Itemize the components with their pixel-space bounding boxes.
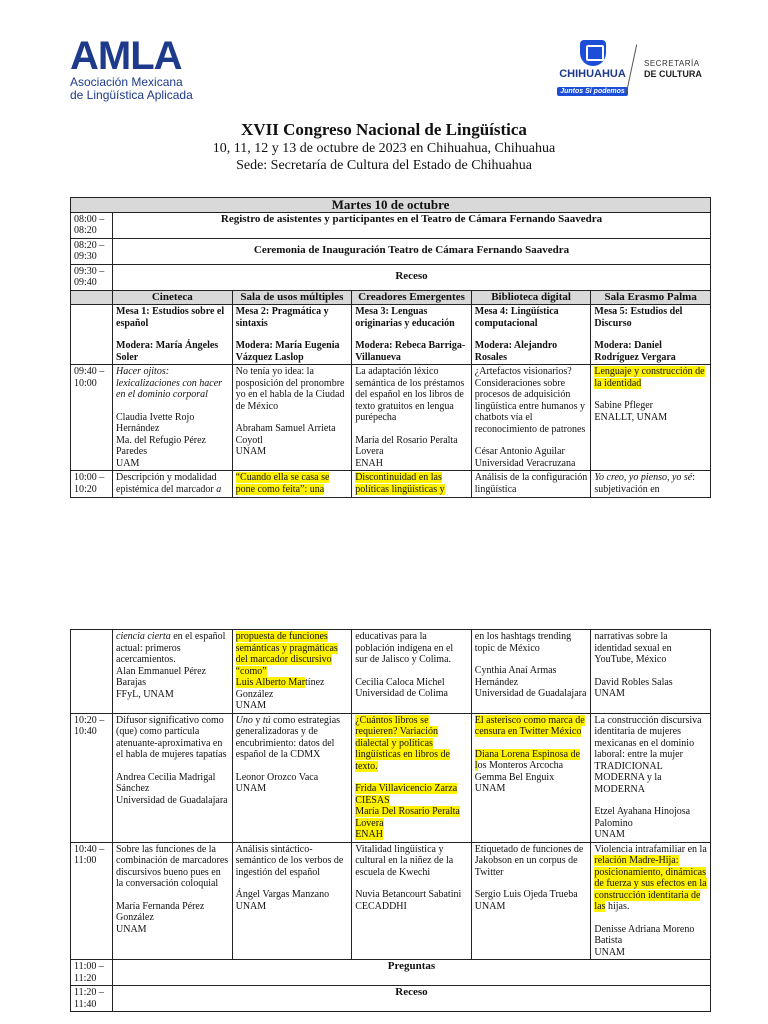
- mesa-moderator: Modera: Alejandro Rosales: [474, 340, 558, 363]
- mesa-cell: [471, 305, 591, 365]
- talk-cell: [232, 713, 352, 842]
- talk-title: Uno y tú como estrategias generalizadoras y de encubrimiento: datos del español de la CDMX: [235, 714, 341, 760]
- talk-cell: [232, 365, 352, 471]
- talk-institution: CIESAS: [355, 794, 390, 806]
- schedule-table-top: [70, 197, 711, 498]
- talk-institution: ENAH: [355, 457, 383, 469]
- talk-cell: Descripción y modalidad epistémica del marcador a: [113, 471, 233, 498]
- day-header-row: [71, 198, 711, 213]
- time-cell: 10:00 – 10:20: [71, 471, 113, 498]
- talk-author: María Del Rosario Peralta Lovera: [355, 806, 460, 829]
- talk-title: Lenguaje y construcción de la identidad: [594, 366, 705, 389]
- talk-cell: [591, 713, 711, 842]
- talk-title: narrativas sobre la identidad sexual en YouTube, México: [594, 631, 672, 665]
- talk-author: María Fernanda Pérez González: [116, 900, 205, 923]
- rooms-header-row: [71, 290, 711, 305]
- talk-author: Frida Villavicencio Zarza: [355, 783, 458, 794]
- mesa-name: Mesa 5: Estudios del Discurso: [594, 306, 683, 329]
- talk-author: Sergio Luis Ojeda Trueba: [474, 889, 578, 900]
- mesa-cell: [113, 305, 233, 365]
- table-row: [71, 471, 711, 498]
- table-row: [71, 365, 711, 471]
- talk-author: Diana Lorena Espinosa de los Monteros Arcocha: [474, 748, 581, 771]
- talk-cell: [591, 365, 711, 471]
- talk-title: La adaptación léxico semántica de los préstamos del español en los libros de texto gratuitos en lengua purépecha: [355, 366, 465, 423]
- talk-title: educativas para la población indígena en el sur de Jalisco y Colima.: [355, 631, 454, 665]
- talk-institution: ENALLT, UNAM: [594, 411, 668, 423]
- time-cell: 08:00 – 08:20: [71, 212, 113, 238]
- talk-cell: [352, 842, 472, 960]
- talk-author: Denisse Adriana Moreno Batista: [594, 923, 695, 946]
- talk-author: David Robles Salas: [594, 676, 673, 688]
- talk-author: Abraham Samuel Arrieta Coyotl: [235, 423, 336, 446]
- talk-title: Hacer ojitos: lexicalizaciones con hacer en el dominio corporal: [116, 366, 223, 400]
- talk-author: Andrea Cecilia Madrigal Sánchez: [116, 771, 216, 794]
- time-cell: 09:30 – 09:40: [71, 264, 113, 290]
- time-cell: 08:20 – 09:30: [71, 238, 113, 264]
- chihuahua-logo-word: CHIHUAHUA: [559, 68, 626, 80]
- talk-author: Nuvia Betancourt Sabatini: [355, 889, 462, 900]
- talk-author: César Antonio Aguilar: [474, 446, 565, 457]
- amla-logo-subtitle-2: de Lingüística Aplicada: [70, 88, 193, 102]
- talk-author: Luis Alberto Martínez González: [235, 677, 325, 700]
- talk-title: Difusor significativo como (que) como partícula atenuante-aproximativa en el habla de mujeres tapatías: [116, 714, 227, 760]
- talk-cell: [471, 842, 591, 960]
- talk-cell: “Cuando ella se casa se pone como feita”: una: [232, 471, 352, 498]
- time-cell: [71, 630, 113, 714]
- mesa-moderator: Modera: Rebeca Barriga-Villanueva: [355, 340, 466, 363]
- talk-cell: [352, 365, 472, 471]
- time-cell: 09:40 – 10:00: [71, 365, 113, 471]
- talk-cell: [352, 713, 472, 842]
- table-row: [71, 986, 711, 1012]
- event-cell: Ceremonia de Inauguración Teatro de Cámara Fernando Saavedra: [113, 238, 711, 264]
- talk-cell: Yo creo, yo pienso, yo sé: subjetivación en: [591, 471, 711, 498]
- talk-title: ciencia cierta en el español actual: primeros acercamientos.: [116, 631, 226, 665]
- mesa-moderator: Modera: María Ángeles Soler: [116, 340, 219, 363]
- mesa-cell: [591, 305, 711, 365]
- event-cell: Receso: [113, 264, 711, 290]
- talk-author: Alan Emmanuel Pérez Barajas: [116, 665, 206, 688]
- table-row: [71, 264, 711, 290]
- talk-cell: [232, 630, 352, 714]
- room-header: Sala de usos múltiples: [232, 290, 352, 305]
- mesa-cell: [232, 305, 352, 365]
- talk-title: Sobre las funciones de la combinación de marcadores discursivos bueno pues en la conversación coloquial: [116, 843, 229, 889]
- mesa-name: Mesa 3: Lenguas originarias y educación: [355, 306, 455, 329]
- room-header: Cineteca: [113, 290, 233, 305]
- table-row: [71, 238, 711, 264]
- talk-author: Etzel Ayahana Hinojosa Palomino: [594, 806, 691, 829]
- event-cell: Preguntas: [113, 960, 711, 986]
- talk-title: Etiquetado de funciones de Jakobson en un corpus de Twitter: [474, 843, 584, 878]
- talk-title: El asterisco como marca de censura en Twitter México: [474, 714, 585, 737]
- talk-title: Violencia intrafamiliar en la relación Madre-Hija: posicionamiento, dinámicas de fuerza y sus efectos en la construcción identitaria de las hijas.: [594, 843, 707, 912]
- talk-cell: [591, 630, 711, 714]
- talk-author: Ángel Vargas Manzano: [235, 889, 330, 900]
- table-row: [71, 212, 711, 238]
- room-header: Creadores Emergentes: [352, 290, 472, 305]
- talk-cell: [113, 713, 233, 842]
- mesa-name: Mesa 4: Lingüística computacional: [474, 306, 559, 329]
- talk-institution: UNAM: [474, 783, 506, 794]
- schedule-table-bottom: [70, 629, 711, 1012]
- talk-institution: Universidad Veracruzana: [474, 457, 576, 469]
- talk-institution: Universidad de Colima: [355, 688, 448, 699]
- secretaria-label: SECRETARÍA: [644, 59, 700, 68]
- time-cell: [71, 290, 113, 305]
- talk-title: La construcción discursiva identitaria de mujeres mexicanas en el dominio laboral: entre la mujer TRADICIONAL MODERNA y la MODERNA: [594, 714, 702, 795]
- talk-title: No tenía yo idea: la posposición del pronombre yo en el habla de la Ciudad de México: [235, 366, 345, 412]
- talk-cell: [232, 842, 352, 960]
- talk-institution: UNAM: [594, 688, 625, 699]
- talk-cell: Discontinuidad en las políticas lingüísticas y: [352, 471, 472, 498]
- talk-author: María del Rosario Peralta Lovera: [355, 434, 458, 457]
- talk-cell: [113, 365, 233, 471]
- congress-venue: Sede: Secretaría de Cultura del Estado de Chihuahua: [236, 158, 532, 173]
- talk-institution: UNAM: [235, 900, 267, 912]
- table-row: [71, 630, 711, 714]
- talk-institution: ENAH: [355, 829, 383, 840]
- cultura-label: DE CULTURA: [644, 69, 702, 79]
- talk-institution: Universidad de Guadalajara: [474, 688, 587, 699]
- talk-cell: Análisis de la configuración lingüística: [471, 471, 591, 498]
- chihuahua-logo: [555, 40, 630, 102]
- chihuahua-logo-tagline: Juntos Sí podemos: [557, 87, 628, 96]
- talk-title: ¿Artefactos visionarios? Consideraciones sobre procesos de adquisición lingüística entre humanos y chatbots vía el reconocimiento de patrones: [474, 366, 586, 435]
- time-cell: 11:00 – 11:20: [71, 960, 113, 986]
- secretaria-cultura-logo: [644, 58, 702, 80]
- talk-title: Vitalidad lingüística y cultural en la niñez de la escuela de Kwechi: [355, 843, 454, 878]
- amla-logo-word: AMLA: [70, 34, 182, 78]
- talk-cell: [471, 630, 591, 714]
- talk-author: Gemma Bel Enguix: [474, 771, 555, 783]
- talk-institution: UNAM: [235, 446, 267, 457]
- room-header: Biblioteca digital: [471, 290, 591, 305]
- talk-author: Leonor Orozco Vaca: [235, 771, 319, 783]
- talk-institution: FFyL, UNAM: [116, 688, 174, 700]
- mesa-cell: [352, 305, 472, 365]
- time-cell: [71, 305, 113, 365]
- talk-title: Análisis sintáctico-semántico de los verbos de ingestión del español: [235, 843, 344, 878]
- talk-author: Ma. del Refugio Pérez Paredes: [116, 434, 206, 457]
- talk-cell: [113, 630, 233, 714]
- mesa-moderator: Modera: Daniel Rodríguez Vergara: [594, 340, 676, 363]
- table-row: [71, 960, 711, 986]
- mesa-moderator: Modera: María Eugenia Vázquez Laslop: [235, 340, 340, 363]
- talk-institution: Universidad de Guadalajara: [116, 794, 228, 806]
- shield-icon: [580, 40, 606, 66]
- talk-institution: UNAM: [594, 946, 625, 958]
- talk-institution: CECADDHI: [355, 900, 407, 912]
- event-cell: Receso: [113, 986, 711, 1012]
- talk-title: en los hashtags trending topic de México: [474, 631, 572, 654]
- talk-author: Cynthia Anaí Armas Hernández: [474, 665, 557, 688]
- room-header: Sala Erasmo Palma: [591, 290, 711, 305]
- table-row: [71, 842, 711, 960]
- time-cell: 10:20 – 10:40: [71, 713, 113, 842]
- time-cell: 11:20 – 11:40: [71, 986, 113, 1012]
- table-row: [71, 713, 711, 842]
- talk-institution: UNAM: [594, 829, 625, 840]
- mesa-name: Mesa 1: Estudios sobre el español: [116, 306, 225, 329]
- talk-cell: [591, 842, 711, 960]
- talk-institution: UNAM: [235, 700, 267, 711]
- talk-institution: UNAM: [235, 783, 267, 794]
- talk-institution: UAM: [116, 457, 140, 469]
- talk-institution: UNAM: [474, 900, 506, 912]
- talk-cell: [471, 365, 591, 471]
- talk-cell: [113, 842, 233, 960]
- talk-cell: [352, 630, 472, 714]
- day-title: Martes 10 de octubre: [71, 198, 711, 213]
- talk-title: propuesta de funciones semánticas y pragmáticas del marcador discursivo “como”: [235, 631, 338, 677]
- mesa-name: Mesa 2: Pragmática y sintaxis: [235, 306, 329, 329]
- event-cell: Registro de asistentes y participantes en el Teatro de Cámara Fernando Saavedra: [113, 212, 711, 238]
- amla-logo: [70, 36, 210, 104]
- mesas-row: [71, 305, 711, 365]
- congress-dates: 10, 11, 12 y 13 de octubre de 2023 en Chihuahua, Chihuahua: [212, 141, 556, 156]
- talk-author: Cecilia Caloca Michel: [355, 676, 445, 688]
- congress-title: XVII Congreso Nacional de Lingüística: [241, 120, 527, 139]
- talk-author: Sabine Pfleger: [594, 400, 653, 411]
- talk-title: ¿Cuántos libros se requieren? Variación dialectal y políticas lingüísticas en libros de texto.: [355, 714, 450, 772]
- talk-cell: [471, 713, 591, 842]
- talk-author: Claudia Ivette Rojo Hernández: [116, 411, 195, 434]
- talk-institution: UNAM: [116, 923, 147, 935]
- amla-logo-subtitle-1: Asociación Mexicana: [70, 75, 183, 89]
- time-cell: 10:40 – 11:00: [71, 842, 113, 960]
